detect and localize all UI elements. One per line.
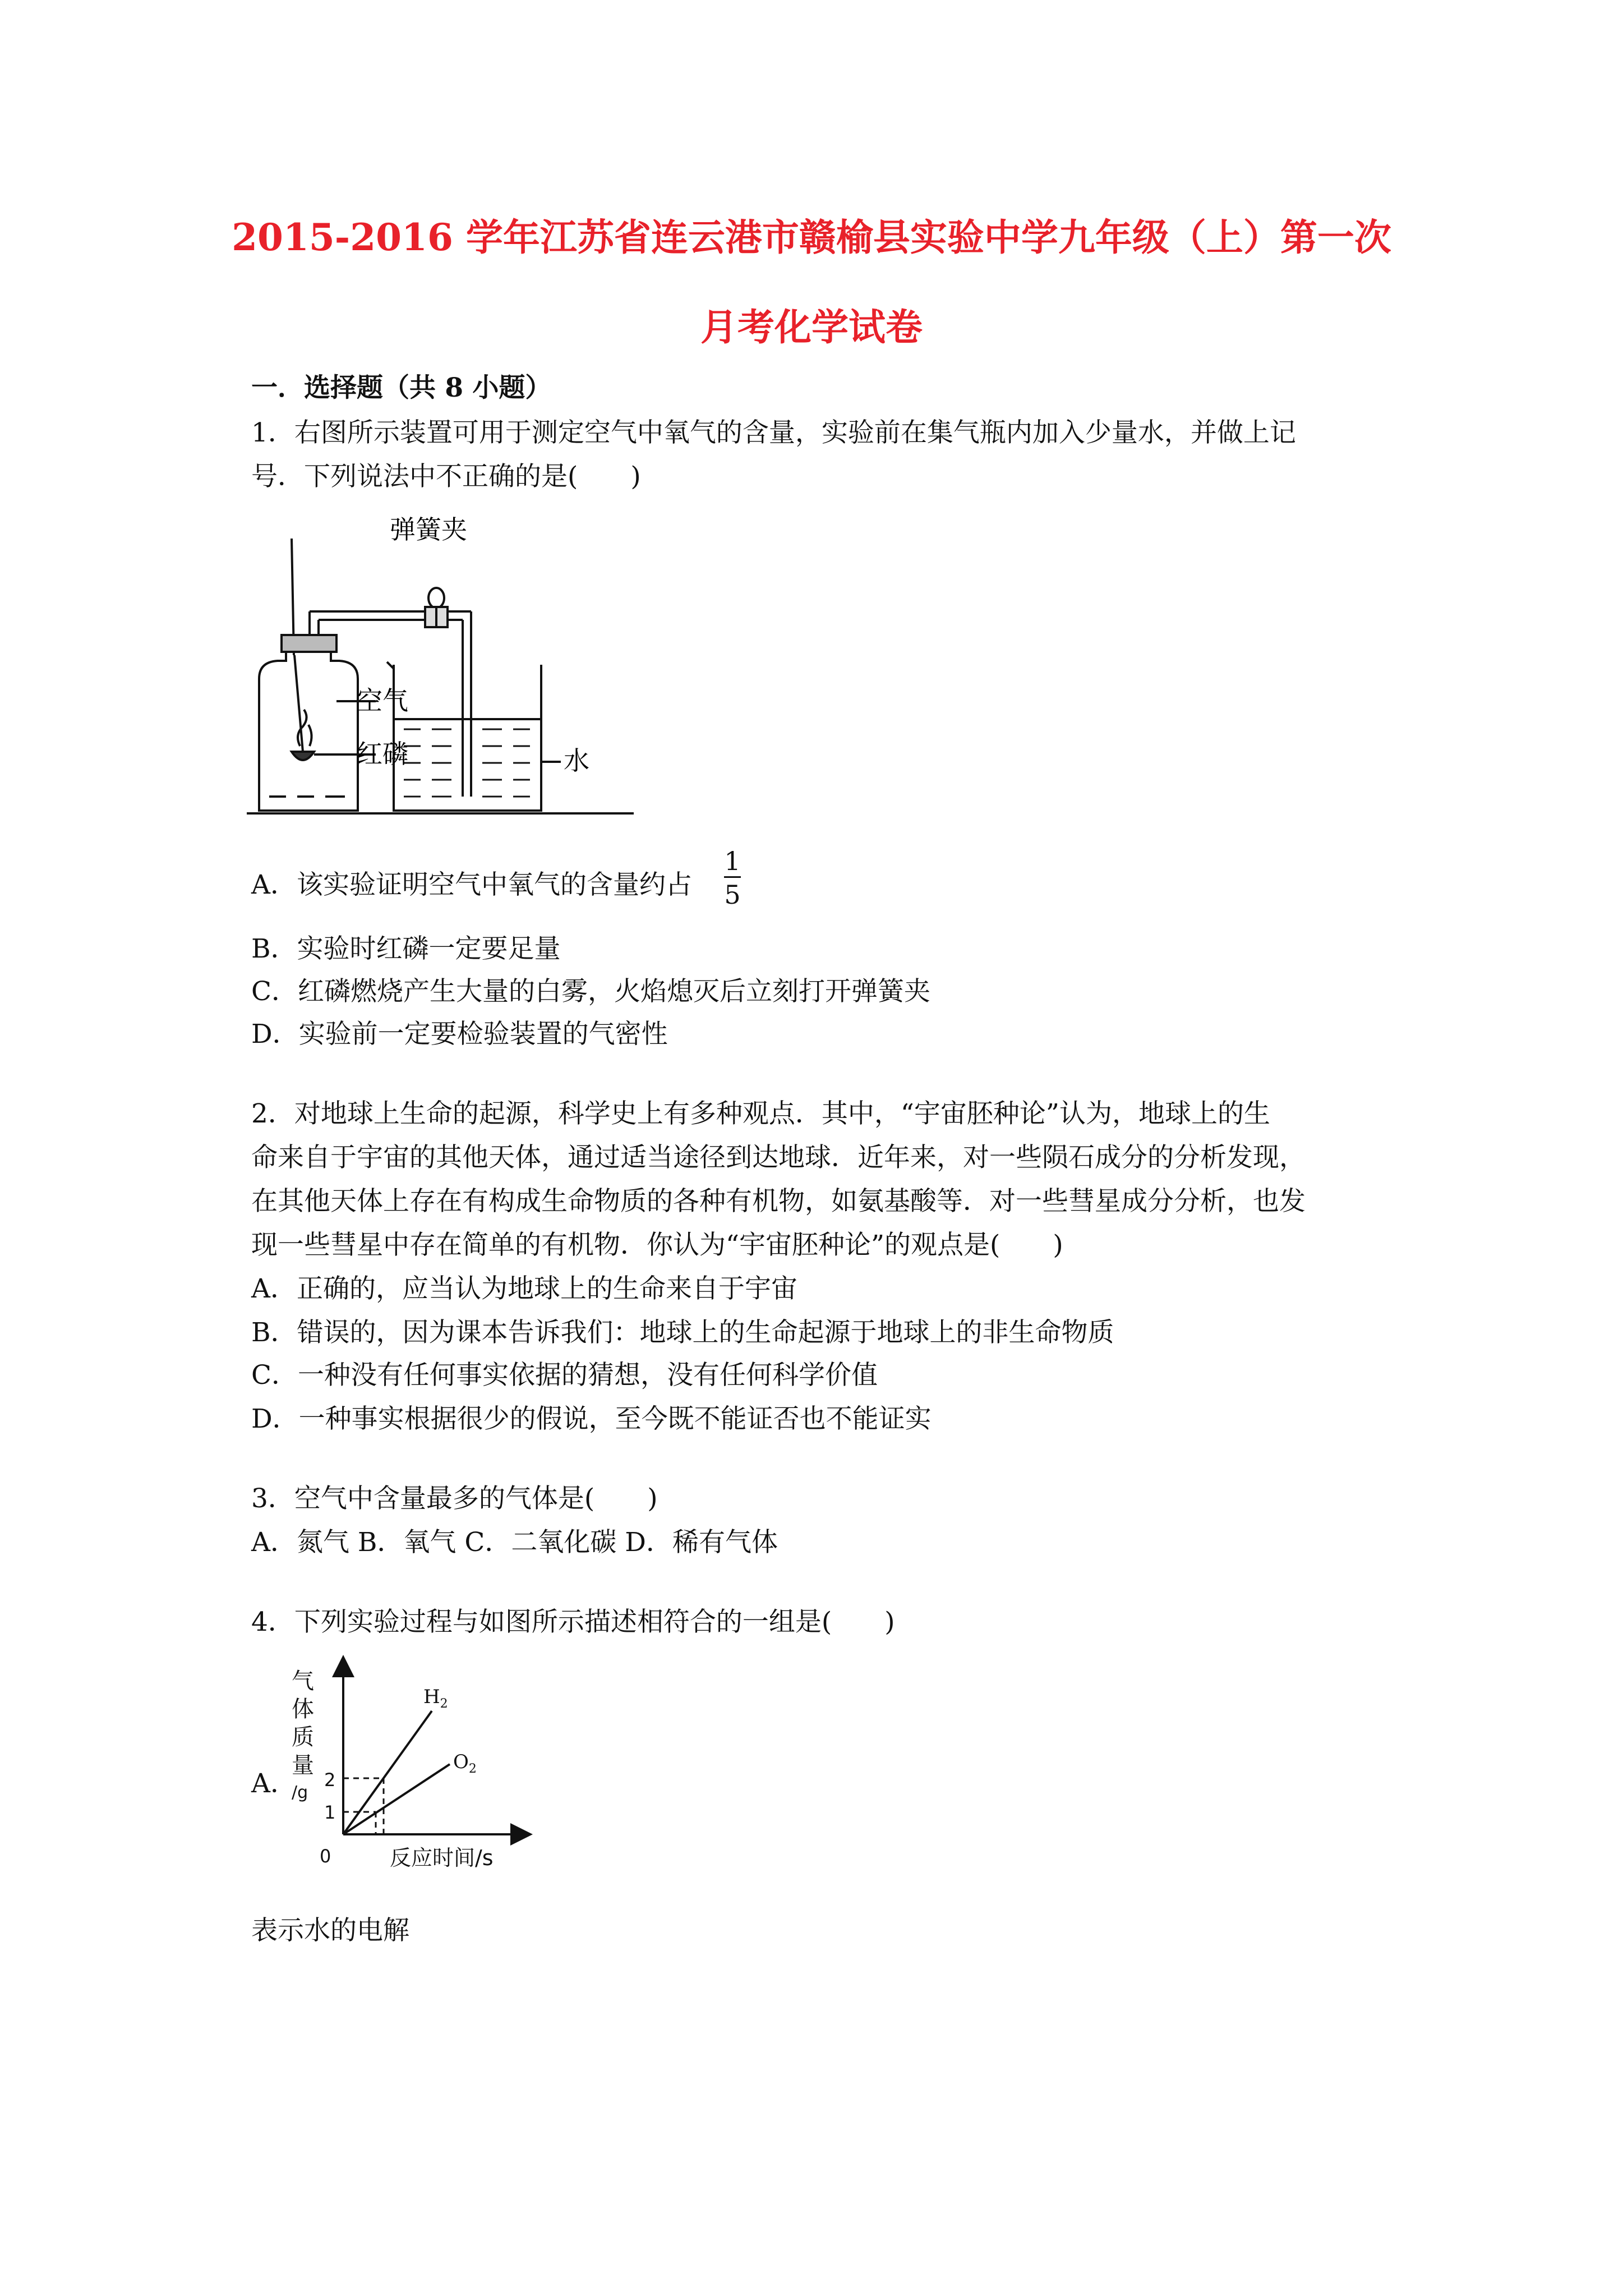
x-axis-label: 反应时间/s: [390, 1846, 494, 1870]
q2-stem-line4: 现一些彗星中存在简单的有机物．你认为“宇宙胚种论”的观点是( ): [251, 1230, 1063, 1260]
ylabel-char-2: 体: [292, 1696, 314, 1722]
ylabel-char-4: 量: [292, 1752, 314, 1778]
q3-stem: 3．空气中含量最多的气体是( ): [251, 1483, 658, 1514]
q1-option-b: B．实验时红磷一定要足量: [251, 933, 561, 964]
y-tick-1: 1: [324, 1802, 336, 1823]
section-heading: 一．选择题（共 8 小题）: [251, 372, 552, 403]
q1-stem-line2: 号．下列说法中不正确的是( ): [251, 461, 641, 492]
fraction-bar: [724, 876, 741, 878]
q1-option-a: A．该实验证明空气中氧气的含量约占: [251, 869, 692, 900]
series-label-h2: $H_2$: [423, 1686, 448, 1711]
series-label-o2: $O_2$: [453, 1751, 477, 1776]
q2-stem-line2: 命来自于宇宙的其他天体，通过适当途径到达地球．近年来，对一些陨石成分的分析发现，: [251, 1142, 1306, 1173]
q4-option-a-label: A．: [251, 1768, 297, 1799]
q3-options: A．氮气 B．氧气 C．二氧化碳 D．稀有气体: [251, 1527, 778, 1558]
label-water: 水: [564, 746, 589, 776]
fraction-numerator: 1: [724, 846, 741, 876]
q4-option-a-description: 表示水的电解: [251, 1915, 409, 1946]
q2-stem-line1: 2．对地球上生命的起源，科学史上有多种观点．其中，“宇宙胚种论”认为，地球上的生: [251, 1098, 1270, 1129]
exam-title-line2: 月考化学试卷: [700, 305, 923, 349]
q2-option-a: A．正确的，应当认为地球上的生命来自于宇宙: [251, 1273, 797, 1304]
label-red-phosphorus: 红磷: [357, 739, 408, 769]
label-air: 空气: [357, 685, 408, 716]
exam-title-line1: 2015-2016 学年江苏省连云港市赣榆县实验中学九年级（上）第一次: [232, 215, 1391, 259]
q1-stem-line1: 1．右图所示装置可用于测定空气中氧气的含量，实验前在集气瓶内加入少量水，并做上记: [251, 417, 1296, 448]
q2-option-c: C．一种没有任何事实依据的猜想，没有任何科学价值: [251, 1360, 878, 1391]
y-unit: /g: [292, 1783, 308, 1802]
fraction-denominator: 5: [724, 880, 741, 910]
q1-option-c: C．红磷燃烧产生大量的白雾，火焰熄灭后立刻打开弹簧夹: [251, 976, 930, 1007]
label-spring-clip: 弹簧夹: [390, 514, 467, 545]
q2-option-d: D．一种事实根据很少的假说，至今既不能证否也不能证实: [251, 1404, 932, 1434]
y-tick-2: 2: [324, 1769, 336, 1791]
q4-stem: 4．下列实验过程与如图所示描述相符合的一组是( ): [251, 1607, 895, 1637]
ylabel-char-3: 质: [292, 1724, 314, 1750]
ylabel-char-1: 气: [292, 1668, 314, 1694]
q2-stem-line3: 在其他天体上存在有构成生命物质的各种有机物，如氨基酸等．对一些彗星成分分析，也发: [251, 1186, 1306, 1217]
gas-mass-graph: [280, 1649, 550, 1896]
q2-option-b: B．错误的，因为课本告诉我们：地球上的生命起源于地球上的非生命物质: [251, 1317, 1114, 1348]
oxygen-apparatus-figure: [247, 505, 639, 819]
q1-option-d: D．实验前一定要检验装置的气密性: [251, 1019, 668, 1050]
origin-label: 0: [320, 1846, 331, 1867]
